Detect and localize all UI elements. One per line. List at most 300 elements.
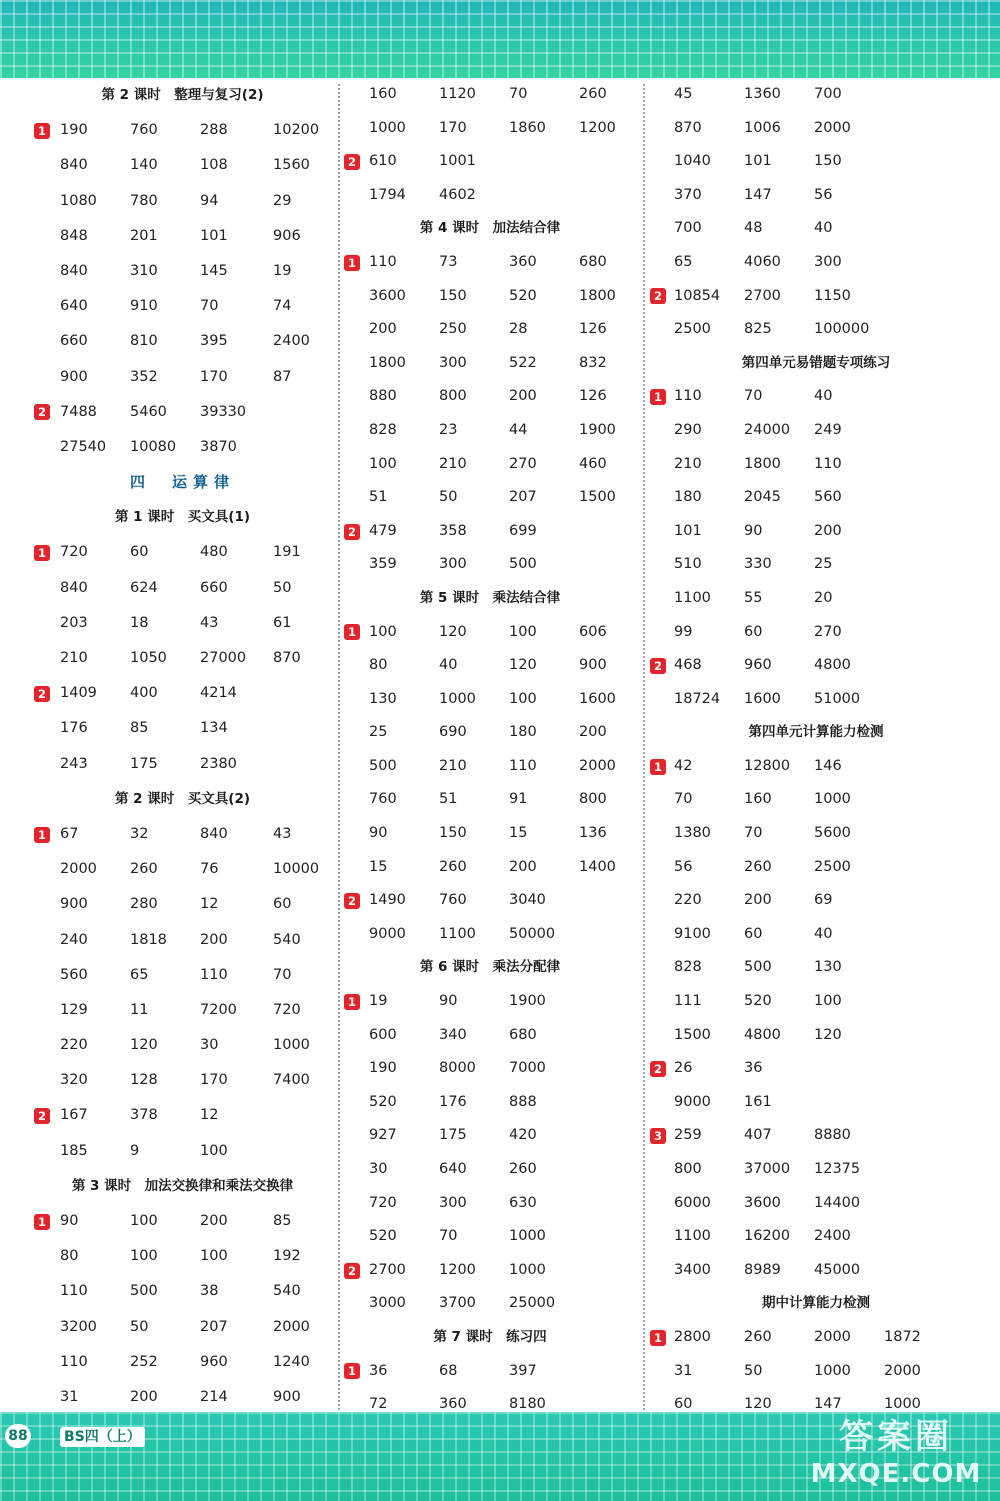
answer-row bbox=[646, 817, 986, 851]
answer-row bbox=[646, 1019, 986, 1053]
answer-value: 200 bbox=[509, 388, 537, 405]
answer-row bbox=[30, 360, 335, 395]
answer-value: 120 bbox=[439, 623, 467, 640]
answer-value: 2000 bbox=[814, 1328, 851, 1345]
answer-value: 540 bbox=[273, 1283, 301, 1300]
question-number-badge: 1 bbox=[34, 1214, 50, 1230]
answer-value: 270 bbox=[509, 455, 537, 472]
question-number-badge: 1 bbox=[34, 123, 50, 139]
answer-value: 129 bbox=[60, 1001, 88, 1018]
answer-value: 888 bbox=[509, 1093, 537, 1110]
answer-value: 128 bbox=[130, 1072, 158, 1089]
answer-value: 170 bbox=[200, 1072, 228, 1089]
answer-value: 18 bbox=[130, 614, 149, 631]
answer-value: 40 bbox=[814, 388, 833, 405]
answer-value: 1872 bbox=[884, 1328, 921, 1345]
answer-row bbox=[646, 280, 986, 314]
answer-value: 65 bbox=[674, 253, 693, 270]
answer-value: 40 bbox=[814, 925, 833, 942]
answer-value: 12 bbox=[200, 1107, 219, 1124]
page-number: 88 bbox=[5, 1424, 31, 1448]
answer-row bbox=[646, 1187, 986, 1221]
question-number-badge: 2 bbox=[650, 1061, 666, 1077]
answer-row bbox=[340, 145, 640, 179]
answer-row bbox=[340, 548, 640, 582]
answer-value: 640 bbox=[60, 298, 88, 315]
answer-value: 510 bbox=[674, 556, 702, 573]
answer-value: 26 bbox=[674, 1060, 693, 1077]
answer-row bbox=[646, 380, 986, 414]
page-number-badge bbox=[5, 1424, 55, 1448]
answer-row bbox=[340, 414, 640, 448]
answer-value: 170 bbox=[439, 119, 467, 136]
answer-value: 243 bbox=[60, 755, 88, 772]
answer-value: 31 bbox=[674, 1362, 693, 1379]
answer-value: 43 bbox=[273, 825, 292, 842]
answer-value: 16200 bbox=[744, 1228, 791, 1245]
answer-value: 160 bbox=[369, 86, 397, 102]
answer-value: 5460 bbox=[130, 403, 167, 420]
answer-row bbox=[30, 289, 335, 324]
answer-row bbox=[30, 747, 335, 782]
answer-row bbox=[340, 380, 640, 414]
answer-row bbox=[646, 1052, 986, 1086]
answer-value: 51 bbox=[369, 489, 388, 506]
answer-value: 3400 bbox=[674, 1261, 711, 1278]
answer-value: 500 bbox=[369, 757, 397, 774]
answer-row bbox=[646, 548, 986, 582]
question-number-badge: 1 bbox=[34, 545, 50, 561]
answer-value: 2000 bbox=[814, 119, 851, 136]
answer-value: 100 bbox=[509, 690, 537, 707]
question-number-badge: 1 bbox=[344, 1363, 360, 1379]
question-number-badge: 2 bbox=[344, 154, 360, 170]
answer-row bbox=[646, 212, 986, 246]
answer-value: 9 bbox=[130, 1142, 140, 1159]
answer-value: 825 bbox=[744, 321, 772, 338]
answer-value: 32 bbox=[130, 825, 149, 842]
answer-row bbox=[30, 1098, 335, 1133]
answer-value: 90 bbox=[439, 993, 458, 1010]
answer-row bbox=[340, 884, 640, 918]
answer-value: 50 bbox=[744, 1362, 763, 1379]
answer-row bbox=[30, 254, 335, 289]
answer-column-right bbox=[646, 78, 986, 1422]
answer-value: 249 bbox=[814, 421, 842, 438]
answer-value: 7000 bbox=[509, 1060, 546, 1077]
section-heading: 第 3 课时 加法交换律和乘法交换律 bbox=[71, 1177, 294, 1194]
answer-row bbox=[30, 852, 335, 887]
answer-value: 828 bbox=[369, 421, 397, 438]
answer-value: 640 bbox=[439, 1161, 467, 1177]
answer-value: 1000 bbox=[509, 1261, 546, 1278]
answer-value: 100 bbox=[509, 623, 537, 640]
answer-value: 70 bbox=[744, 825, 763, 842]
answer-value: 36 bbox=[744, 1060, 763, 1077]
answer-value: 280 bbox=[130, 896, 158, 913]
answer-row bbox=[646, 515, 986, 549]
answer-value: 200 bbox=[744, 892, 772, 909]
answer-value: 7200 bbox=[200, 1001, 237, 1018]
answer-value: 170 bbox=[200, 368, 228, 385]
answer-row bbox=[646, 145, 986, 179]
unit-title: 四 运算律 bbox=[129, 473, 235, 492]
answer-value: 29 bbox=[273, 192, 292, 209]
answer-row bbox=[340, 783, 640, 817]
answer-value: 5600 bbox=[814, 825, 851, 842]
question-number-badge: 1 bbox=[650, 1330, 666, 1346]
answer-value: 660 bbox=[200, 579, 228, 596]
answer-value: 1000 bbox=[509, 1228, 546, 1245]
answer-value: 720 bbox=[60, 544, 88, 561]
answer-row bbox=[340, 683, 640, 717]
answer-value: 1000 bbox=[273, 1037, 310, 1054]
answer-value: 50000 bbox=[509, 925, 556, 942]
answer-value: 150 bbox=[814, 153, 842, 170]
answer-value: 960 bbox=[200, 1353, 228, 1370]
answer-row bbox=[646, 246, 986, 280]
answer-value: 73 bbox=[439, 253, 458, 270]
answer-value: 270 bbox=[814, 623, 842, 640]
answer-value: 100 bbox=[200, 1142, 228, 1159]
answer-row bbox=[340, 78, 640, 112]
answer-value: 4800 bbox=[744, 1026, 781, 1043]
answer-value: 60 bbox=[674, 1396, 693, 1413]
answer-value: 340 bbox=[439, 1026, 467, 1043]
answer-row bbox=[30, 324, 335, 359]
answer-value: 36 bbox=[369, 1362, 388, 1379]
answer-row bbox=[340, 1187, 640, 1221]
answer-value: 90 bbox=[369, 825, 388, 842]
answer-value: 1818 bbox=[130, 931, 167, 948]
answer-value: 110 bbox=[369, 253, 397, 270]
answer-row bbox=[646, 884, 986, 918]
answer-value: 12 bbox=[200, 896, 219, 913]
answer-value: 720 bbox=[369, 1194, 397, 1211]
answer-value: 4602 bbox=[439, 186, 476, 203]
answer-value: 210 bbox=[439, 757, 467, 774]
answer-row bbox=[340, 448, 640, 482]
answer-row bbox=[646, 918, 986, 952]
answer-row bbox=[646, 481, 986, 515]
answer-row bbox=[30, 993, 335, 1028]
section-heading: 第 2 课时 整理与复习(2) bbox=[101, 87, 264, 103]
answer-value: 67 bbox=[60, 825, 79, 842]
answer-value: 12800 bbox=[744, 757, 791, 774]
answer-value: 840 bbox=[60, 579, 88, 596]
answer-value: 80 bbox=[369, 657, 388, 674]
answer-value: 3700 bbox=[439, 1295, 476, 1312]
answer-value: 101 bbox=[674, 522, 702, 539]
answer-value: 65 bbox=[130, 966, 149, 983]
answer-value: 290 bbox=[674, 421, 702, 438]
answer-value: 68 bbox=[439, 1362, 458, 1379]
answer-row bbox=[30, 535, 335, 570]
answer-value: 130 bbox=[369, 690, 397, 707]
question-number-badge: 2 bbox=[34, 686, 50, 702]
answer-value: 906 bbox=[273, 227, 301, 244]
section-heading: 第 2 课时 买文具(2) bbox=[114, 790, 251, 807]
question-number-badge: 3 bbox=[650, 1128, 666, 1144]
answer-value: 2000 bbox=[60, 861, 97, 878]
answer-value: 2000 bbox=[273, 1318, 310, 1335]
answer-value: 1000 bbox=[814, 791, 851, 808]
answer-value: 4800 bbox=[814, 657, 851, 674]
answer-row bbox=[646, 783, 986, 817]
answer-value: 800 bbox=[439, 388, 467, 405]
answer-value: 200 bbox=[130, 1388, 158, 1405]
answer-row bbox=[30, 641, 335, 676]
answer-row bbox=[340, 918, 640, 952]
answer-value: 185 bbox=[60, 1142, 88, 1159]
answer-value: 3870 bbox=[200, 438, 237, 455]
answer-value: 200 bbox=[200, 931, 228, 948]
answer-value: 94 bbox=[200, 192, 219, 209]
answer-value: 120 bbox=[509, 657, 537, 674]
answer-value: 760 bbox=[369, 791, 397, 808]
answer-value: 630 bbox=[509, 1194, 537, 1211]
answer-value: 9000 bbox=[674, 1093, 711, 1110]
answer-value: 40 bbox=[814, 220, 833, 237]
answer-value: 1800 bbox=[369, 354, 406, 371]
answer-row bbox=[646, 750, 986, 784]
answer-value: 45000 bbox=[814, 1261, 861, 1278]
question-number-badge: 1 bbox=[344, 624, 360, 640]
answer-value: 700 bbox=[674, 220, 702, 237]
answer-value: 4060 bbox=[744, 253, 781, 270]
section-heading: 第四单元易错题专项练习 bbox=[741, 354, 891, 371]
watermark-cn: 答案圈 bbox=[839, 1417, 953, 1457]
answer-value: 134 bbox=[200, 720, 228, 737]
question-number-badge: 1 bbox=[344, 255, 360, 271]
answer-value: 260 bbox=[509, 1161, 537, 1177]
answer-value: 560 bbox=[814, 489, 842, 506]
answer-value: 14400 bbox=[814, 1194, 861, 1211]
answer-value: 100 bbox=[130, 1213, 158, 1229]
answer-row bbox=[30, 184, 335, 219]
answer-value: 1560 bbox=[273, 157, 310, 174]
answer-value: 310 bbox=[130, 262, 158, 279]
answer-value: 2380 bbox=[200, 755, 237, 772]
answer-value: 900 bbox=[579, 657, 607, 674]
question-number-badge: 2 bbox=[34, 1108, 50, 1124]
answer-row bbox=[340, 750, 640, 784]
answer-value: 2000 bbox=[884, 1362, 921, 1379]
answer-value: 192 bbox=[273, 1248, 301, 1265]
column-divider-2 bbox=[643, 84, 645, 1410]
answer-value: 960 bbox=[744, 657, 772, 674]
answer-value: 70 bbox=[200, 298, 219, 315]
answer-value: 2000 bbox=[579, 757, 616, 774]
answer-value: 100 bbox=[369, 455, 397, 472]
answer-value: 175 bbox=[130, 755, 158, 772]
question-number-badge: 2 bbox=[34, 404, 50, 420]
answer-value: 900 bbox=[273, 1388, 301, 1405]
answer-value: 55 bbox=[744, 589, 763, 606]
answer-value: 43 bbox=[200, 614, 219, 631]
answer-row bbox=[646, 1119, 986, 1153]
answer-value: 72 bbox=[369, 1396, 388, 1413]
answer-row bbox=[30, 113, 335, 148]
answer-value: 210 bbox=[60, 650, 88, 666]
answer-value: 360 bbox=[439, 1396, 467, 1413]
answer-value: 25 bbox=[369, 724, 388, 741]
answer-value: 100 bbox=[814, 993, 842, 1010]
answer-value: 60 bbox=[744, 623, 763, 640]
section-heading: 第 1 课时 买文具(1) bbox=[114, 509, 251, 526]
answer-row bbox=[30, 1063, 335, 1098]
answer-value: 85 bbox=[273, 1213, 292, 1229]
answer-value: 200 bbox=[200, 1213, 228, 1229]
question-number-badge: 1 bbox=[650, 389, 666, 405]
answer-value: 176 bbox=[60, 720, 88, 737]
answer-value: 51 bbox=[439, 791, 458, 808]
answer-value: 100000 bbox=[814, 321, 870, 338]
answer-row bbox=[30, 1380, 335, 1415]
answer-value: 3040 bbox=[509, 892, 546, 909]
answer-value: 330 bbox=[744, 556, 772, 573]
answer-value: 2500 bbox=[814, 858, 851, 875]
answer-value: 19 bbox=[369, 993, 388, 1010]
answer-value: 260 bbox=[744, 1328, 772, 1345]
answer-row bbox=[340, 1052, 640, 1086]
answer-value: 210 bbox=[674, 455, 702, 472]
section-heading: 期中计算能力检测 bbox=[762, 1295, 870, 1312]
answer-row bbox=[646, 414, 986, 448]
answer-value: 210 bbox=[439, 455, 467, 472]
question-number-badge: 1 bbox=[34, 827, 50, 843]
answer-row bbox=[646, 1153, 986, 1187]
answer-row bbox=[646, 951, 986, 985]
answer-row bbox=[340, 112, 640, 146]
answer-value: 200 bbox=[509, 858, 537, 875]
answer-value: 1900 bbox=[509, 993, 546, 1010]
answer-value: 180 bbox=[674, 489, 702, 506]
answer-value: 260 bbox=[579, 86, 607, 102]
answer-value: 300 bbox=[439, 556, 467, 573]
answer-value: 840 bbox=[60, 157, 88, 174]
answer-value: 1050 bbox=[130, 650, 167, 666]
answer-value: 680 bbox=[509, 1026, 537, 1043]
answer-value: 9000 bbox=[369, 925, 406, 942]
answer-row bbox=[340, 985, 640, 1019]
answer-value: 800 bbox=[579, 791, 607, 808]
answer-value: 69 bbox=[814, 892, 833, 909]
answer-value: 1000 bbox=[884, 1396, 921, 1413]
answer-value: 120 bbox=[744, 1396, 772, 1413]
answer-value: 700 bbox=[814, 86, 842, 102]
answer-value: 101 bbox=[200, 227, 228, 244]
answer-value: 190 bbox=[60, 122, 88, 139]
answer-value: 2400 bbox=[273, 333, 310, 350]
answer-row bbox=[30, 1028, 335, 1063]
section-heading: 第四单元计算能力检测 bbox=[748, 724, 884, 741]
answer-value: 520 bbox=[509, 287, 537, 304]
answer-value: 100 bbox=[200, 1248, 228, 1265]
answer-value: 1500 bbox=[674, 1026, 711, 1043]
answer-value: 10080 bbox=[130, 438, 177, 455]
answer-value: 500 bbox=[509, 556, 537, 573]
answer-value: 27000 bbox=[200, 650, 247, 666]
answer-value: 18724 bbox=[674, 690, 721, 707]
answer-value: 23 bbox=[439, 421, 458, 438]
answer-row bbox=[30, 887, 335, 922]
answer-value: 2700 bbox=[369, 1261, 406, 1278]
answer-value: 560 bbox=[60, 966, 88, 983]
answer-value: 1860 bbox=[509, 119, 546, 136]
answer-value: 146 bbox=[814, 757, 842, 774]
section-heading: 第 6 课时 乘法分配律 bbox=[419, 959, 561, 976]
answer-value: 126 bbox=[579, 388, 607, 405]
answer-value: 11 bbox=[130, 1001, 149, 1018]
answer-value: 1800 bbox=[579, 287, 616, 304]
answer-value: 200 bbox=[814, 522, 842, 539]
answer-value: 690 bbox=[439, 724, 467, 741]
answer-value: 927 bbox=[369, 1127, 397, 1144]
answer-value: 70 bbox=[674, 791, 693, 808]
answer-value: 120 bbox=[130, 1037, 158, 1054]
answer-value: 1409 bbox=[60, 685, 97, 702]
answer-row bbox=[340, 817, 640, 851]
answer-value: 699 bbox=[509, 522, 537, 539]
answer-value: 1000 bbox=[369, 119, 406, 136]
answer-row bbox=[646, 582, 986, 616]
answer-value: 126 bbox=[579, 321, 607, 338]
answer-row bbox=[30, 1204, 335, 1239]
answer-value: 1120 bbox=[439, 86, 476, 102]
answer-value: 150 bbox=[439, 287, 467, 304]
answer-value: 520 bbox=[369, 1093, 397, 1110]
answer-value: 624 bbox=[130, 579, 158, 596]
answer-value: 600 bbox=[369, 1026, 397, 1043]
answer-row bbox=[646, 985, 986, 1019]
answer-row bbox=[646, 683, 986, 717]
answer-value: 606 bbox=[579, 623, 607, 640]
answer-value: 252 bbox=[130, 1353, 158, 1370]
answer-value: 220 bbox=[60, 1037, 88, 1054]
answer-value: 90 bbox=[60, 1213, 79, 1229]
answer-value: 8880 bbox=[814, 1127, 851, 1144]
answer-value: 25000 bbox=[509, 1295, 556, 1312]
answer-value: 500 bbox=[130, 1283, 158, 1300]
answer-row bbox=[646, 851, 986, 885]
answer-value: 56 bbox=[674, 858, 693, 875]
answer-value: 31 bbox=[60, 1388, 79, 1405]
answer-value: 3600 bbox=[744, 1194, 781, 1211]
answer-row bbox=[340, 1119, 640, 1153]
answer-value: 1600 bbox=[579, 690, 616, 707]
answer-value: 207 bbox=[200, 1318, 228, 1335]
answer-value: 520 bbox=[744, 993, 772, 1010]
answer-row bbox=[646, 1254, 986, 1288]
answer-value: 840 bbox=[200, 825, 228, 842]
section-heading: 第 4 课时 加法结合律 bbox=[419, 220, 561, 237]
answer-value: 468 bbox=[674, 657, 702, 674]
answer-value: 15 bbox=[369, 858, 388, 875]
answer-value: 500 bbox=[744, 959, 772, 976]
answer-value: 87 bbox=[273, 368, 292, 385]
answer-value: 520 bbox=[369, 1228, 397, 1245]
question-number-badge: 2 bbox=[344, 524, 360, 540]
answer-value: 10854 bbox=[674, 287, 721, 304]
answer-row bbox=[30, 1239, 335, 1274]
answer-row bbox=[340, 1086, 640, 1120]
answer-value: 110 bbox=[814, 455, 842, 472]
answer-row bbox=[340, 481, 640, 515]
answer-value: 108 bbox=[200, 157, 228, 174]
answer-row bbox=[30, 571, 335, 606]
answer-row bbox=[646, 112, 986, 146]
